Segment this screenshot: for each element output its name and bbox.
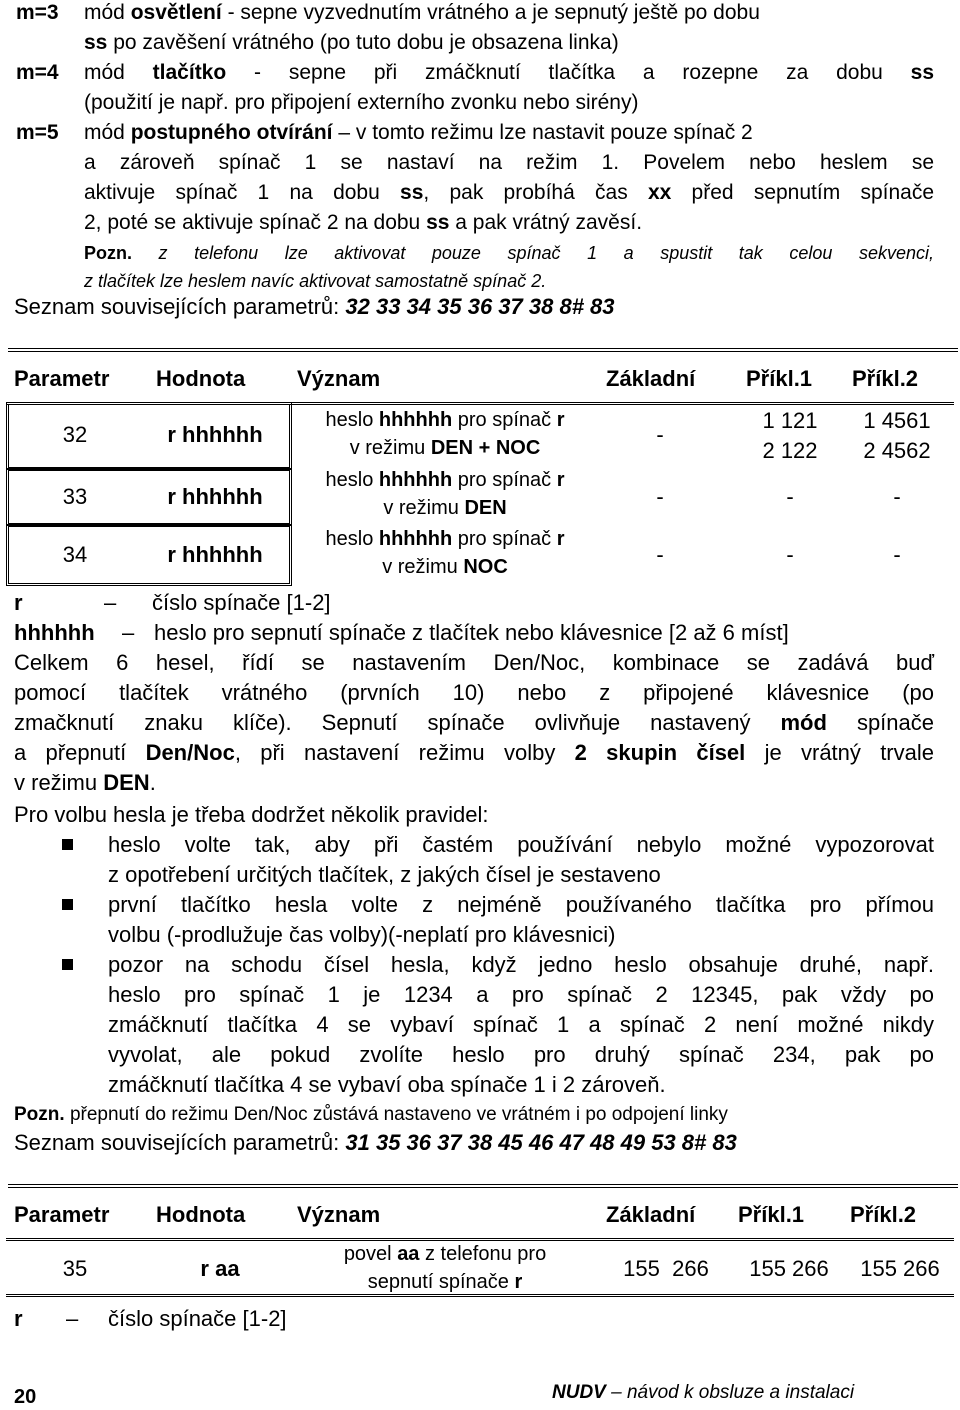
- paragraph-line-3: zmačknutí znaku klíče). Sepnutí spínače ovlivňuje nastavený mód spínače: [14, 710, 934, 735]
- page-number: 20: [14, 1386, 37, 1408]
- row-basic: -: [656, 484, 664, 509]
- paragraph-line-1: Celkem 6 hesel, řídí se nastavením Den/Noc, kombinace se zadává buď: [14, 650, 934, 675]
- bullet-square-icon: [62, 899, 73, 910]
- header-prikl1: Příkl.1: [746, 366, 813, 391]
- header-zakladni: Základní: [606, 366, 696, 391]
- row-param: 35: [62, 1256, 88, 1281]
- row-value: r hhhhhh: [167, 542, 263, 567]
- footer-title: NUDV – návod k obsluze a instalaci: [552, 1382, 855, 1403]
- row-example-1: 1 121 2 122: [762, 408, 818, 463]
- row-meaning: povel aa z telefonu pro sepnutí spínače r: [343, 1243, 547, 1293]
- legend-2-dash: –: [66, 1306, 79, 1331]
- row-value: r hhhhhh: [167, 484, 263, 509]
- row-param: 32: [62, 422, 88, 447]
- header-prikl2: Příkl.2: [852, 366, 919, 391]
- header-vyznam: Význam: [297, 1202, 381, 1227]
- legend-h-text: heslo pro sepnutí spínače z tlačítek nebo klávesnice [2 až 6 míst]: [154, 620, 789, 645]
- rule-2-line-1: první tlačítko hesla volte z nejméně používaného tlačítka pro přímou: [108, 892, 934, 917]
- row-example-1: -: [786, 484, 794, 509]
- mode-5-line-1: mód postupného otvírání – v tomto režimu lze nastavit pouze spínač 2: [84, 121, 753, 144]
- mode-3-line-2: ss po zavěšení vrátného (po tuto dobu je obsazena linka): [84, 31, 619, 54]
- bullet-square-icon: [62, 839, 73, 850]
- mode-5-note-line-2: z tlačítek lze heslem navíc aktivovat samostatně spínač 2.: [84, 271, 547, 291]
- row-value: r aa: [200, 1256, 240, 1281]
- header-vyznam: Význam: [297, 366, 381, 391]
- note-2: Pozn. přepnutí do režimu Den/Noc zůstává nastaveno ve vrátném i po odpojení linky: [14, 1104, 728, 1125]
- row-example-1: 155 266: [749, 1256, 829, 1281]
- rule-3-line-2: heslo pro spínač 1 je 1234 a pro spínač 2 12345, pak vždy po: [108, 982, 934, 1007]
- header-prikl1: Příkl.1: [738, 1202, 805, 1227]
- row-meaning: heslo hhhhhh pro spínač r v režimu NOC: [325, 528, 565, 578]
- mode-5-line-2: a zároveň spínač 1 se nastaví na režim 1. Povelem nebo heslem se: [84, 151, 934, 174]
- rule-3-line-4: vyvolat, ale pokud zvolíte heslo pro druhý spínač 234, pak po: [108, 1042, 934, 1067]
- rule-3-line-1: pozor na schodu čísel hesla, když jedno heslo obsahuje druhé, např.: [108, 952, 934, 977]
- row-param: 34: [62, 542, 88, 567]
- header-parametr: Parametr: [14, 1202, 110, 1227]
- row-basic: 155 266: [623, 1256, 709, 1281]
- table-2-bottom-rule: [6, 1294, 954, 1297]
- header-parametr: Parametr: [14, 366, 110, 391]
- header-hodnota: Hodnota: [156, 1202, 246, 1227]
- row-example-1: -: [786, 542, 794, 567]
- mode-5-line-3: aktivuje spínač 1 na dobu ss, pak probíhá čas xx před sepnutím spínače: [84, 181, 934, 204]
- legend-r: r: [14, 590, 23, 615]
- legend-hhhhhh: hhhhhh: [14, 620, 95, 645]
- rules-intro: Pro volbu hesla je třeba dodržet několik pravidel:: [14, 802, 489, 827]
- legend-h-dash: –: [122, 620, 135, 645]
- rule-1-line-2: z opotřebení určitých tlačítek, z jakých čísel je sestaveno: [108, 862, 661, 887]
- header-zakladni: Základní: [606, 1202, 696, 1227]
- legend-r-dash: –: [104, 590, 117, 615]
- row-value: r hhhhhh: [167, 422, 263, 447]
- mode-3-label: m=3: [16, 1, 59, 24]
- paragraph-line-5: v režimu DEN.: [14, 770, 156, 795]
- paragraph-line-2: pomocí tlačítek vrátného (prvních 10) nebo z připojené klávesnice (po: [14, 680, 934, 705]
- row-example-2: -: [893, 484, 901, 509]
- row-meaning: heslo hhhhhh pro spínač r v režimu DEN: [325, 469, 565, 519]
- bullet-square-icon: [62, 959, 73, 970]
- legend-2-r: r: [14, 1306, 23, 1331]
- mode-4-line-1: mód tlačítko - sepne při zmáčknutí tlačítka a rozepne za dobu ss: [84, 61, 934, 84]
- related-params-2: Seznam souvisejících parametrů: 31 35 36 37 38 45 46 47 48 49 53 8# 83: [14, 1130, 737, 1155]
- legend-r-text: číslo spínače [1-2]: [152, 590, 331, 615]
- legend-2-text: číslo spínače [1-2]: [108, 1306, 287, 1331]
- header-hodnota: Hodnota: [156, 366, 246, 391]
- row-basic: -: [656, 542, 664, 567]
- row-example-2: -: [893, 542, 901, 567]
- paragraph-line-4: a přepnutí Den/Noc, při nastavení režimu volby 2 skupin čísel je vrátný trvale: [14, 740, 934, 765]
- row-meaning: heslo hhhhhh pro spínač r v režimu DEN + NOC: [325, 409, 565, 459]
- row-example-2: 1 4561 2 4562: [863, 408, 931, 463]
- rule-3-line-5: zmáčknutí tlačítka 4 se vybaví oba spínače 1 i 2 zároveň.: [108, 1072, 666, 1097]
- table-2-top-rule: [8, 1184, 958, 1192]
- rule-3-line-3: zmáčknutí tlačítka 4 se vybaví spínač 1 a spínač 2 není možné nikdy: [108, 1012, 934, 1037]
- mode-5-line-4: 2, poté se aktivuje spínač 2 na dobu ss a pak vrátný zavěsí.: [84, 211, 643, 234]
- rule-1-line-1: heslo volte tak, aby při častém používání nebylo možné vypozorovat: [108, 832, 934, 857]
- header-prikl2: Příkl.2: [850, 1202, 917, 1227]
- mode-5-label: m=5: [16, 121, 59, 144]
- row-basic: -: [656, 422, 664, 447]
- row-example-2: 155 266: [860, 1256, 940, 1281]
- rule-2-line-2: volbu (-prodlužuje čas volby)(-neplatí pro klávesnici): [108, 922, 616, 947]
- related-params-1: Seznam souvisejících parametrů: 32 33 34 35 36 37 38 8# 83: [14, 294, 615, 319]
- mode-4-label: m=4: [16, 61, 59, 84]
- table-1-top-rule: [8, 348, 958, 356]
- mode-3-line-1: mód osvětlení - sepne vyzvednutím vrátného a je sepnutý ještě po dobu: [84, 1, 760, 24]
- mode-5-note-line-1: Pozn. z telefonu lze aktivovat pouze spínač 1 a spustit tak celou sekvenci,: [84, 243, 934, 263]
- row-param: 33: [62, 484, 88, 509]
- mode-4-line-2: (použití je např. pro připojení externího zvonku nebo sirény): [84, 91, 639, 114]
